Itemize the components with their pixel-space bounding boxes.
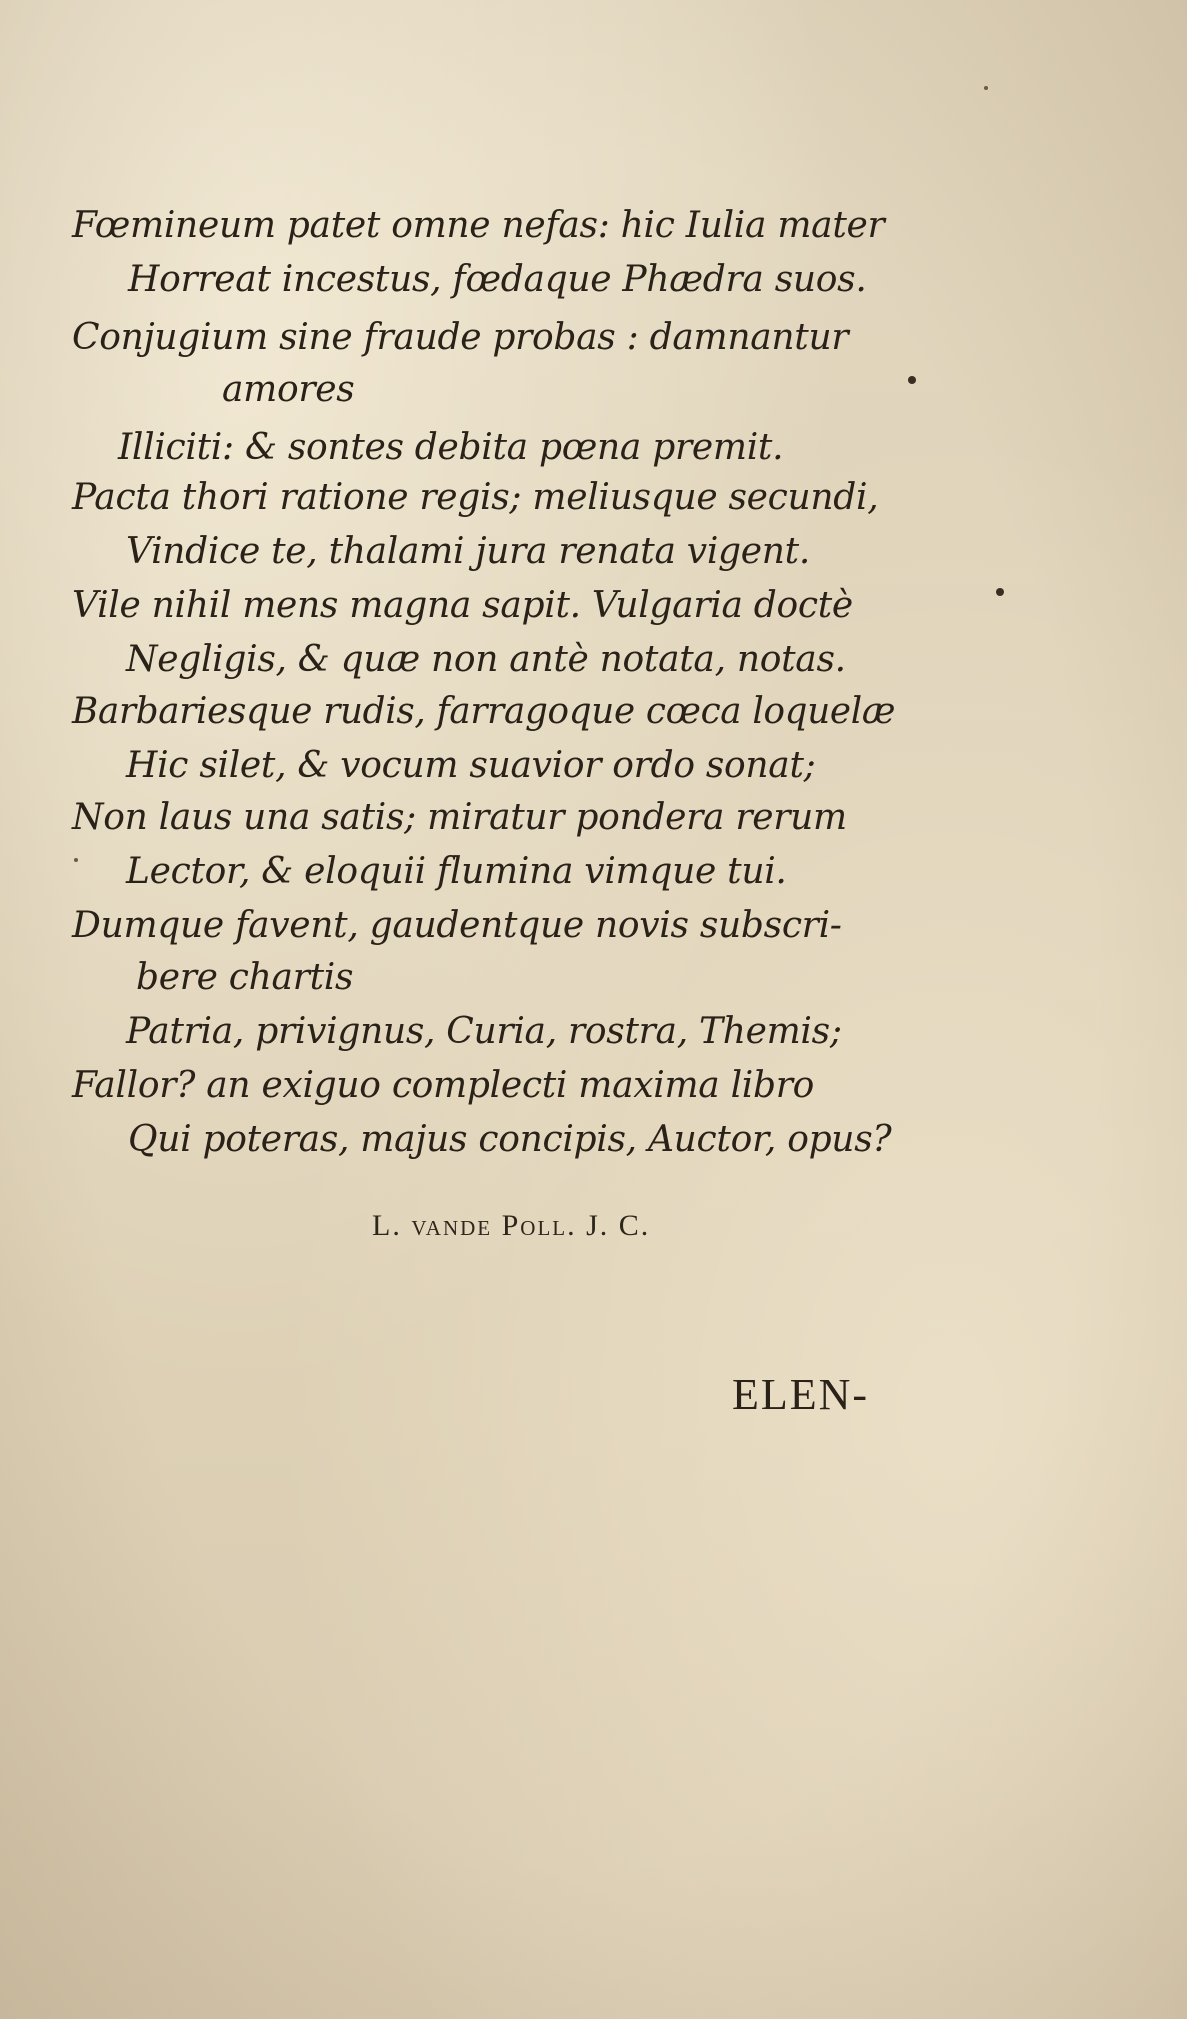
poem-line: Barbariesque rudis, farragoque cœca loquelæ <box>72 691 896 732</box>
ink-speck <box>984 86 988 90</box>
poem-line: Non laus una satis; miratur pondera rerum <box>72 797 847 838</box>
ink-speck <box>996 588 1004 596</box>
poem-line: Conjugium sine fraude probas : damnantur <box>72 317 849 358</box>
author-signature: L. vande Poll. J. C. <box>372 1209 651 1242</box>
poem-line: Qui poteras, majus concipis, Auctor, opus? <box>128 1119 892 1160</box>
poem-line: Fallor? an exiguo complecti maxima libro <box>72 1065 815 1106</box>
poem-line: Hic silet, & vocum suavior ordo sonat; <box>126 745 816 786</box>
ink-speck <box>908 376 916 384</box>
poem-line: Vindice te, thalami jura renata vigent. <box>126 531 810 572</box>
ink-speck <box>74 858 78 862</box>
poem-line: Negligis, & quæ non antè notata, notas. <box>126 639 846 680</box>
poem-line: Vile nihil mens magna sapit. Vulgaria doctè <box>72 585 853 626</box>
poem-line: amores <box>222 369 355 410</box>
poem-line: Dumque favent, gaudentque novis subscri- <box>72 905 842 946</box>
poem-line: Horreat incestus, fœdaque Phædra suos. <box>128 259 867 300</box>
poem-line: Pacta thori ratione regis; meliusque secundi, <box>72 477 879 518</box>
poem-line: Illiciti: & sontes debita pœna premit. <box>118 427 784 468</box>
catchword: ELEN- <box>732 1370 870 1419</box>
poem-line: Patria, privignus, Curia, rostra, Themis; <box>126 1011 842 1052</box>
poem-line: bere chartis <box>136 957 354 998</box>
poem-line: Lector, & eloquii flumina vimque tui. <box>126 851 787 892</box>
poem-line: Fœmineum patet omne nefas: hic Iulia mater <box>72 205 885 246</box>
